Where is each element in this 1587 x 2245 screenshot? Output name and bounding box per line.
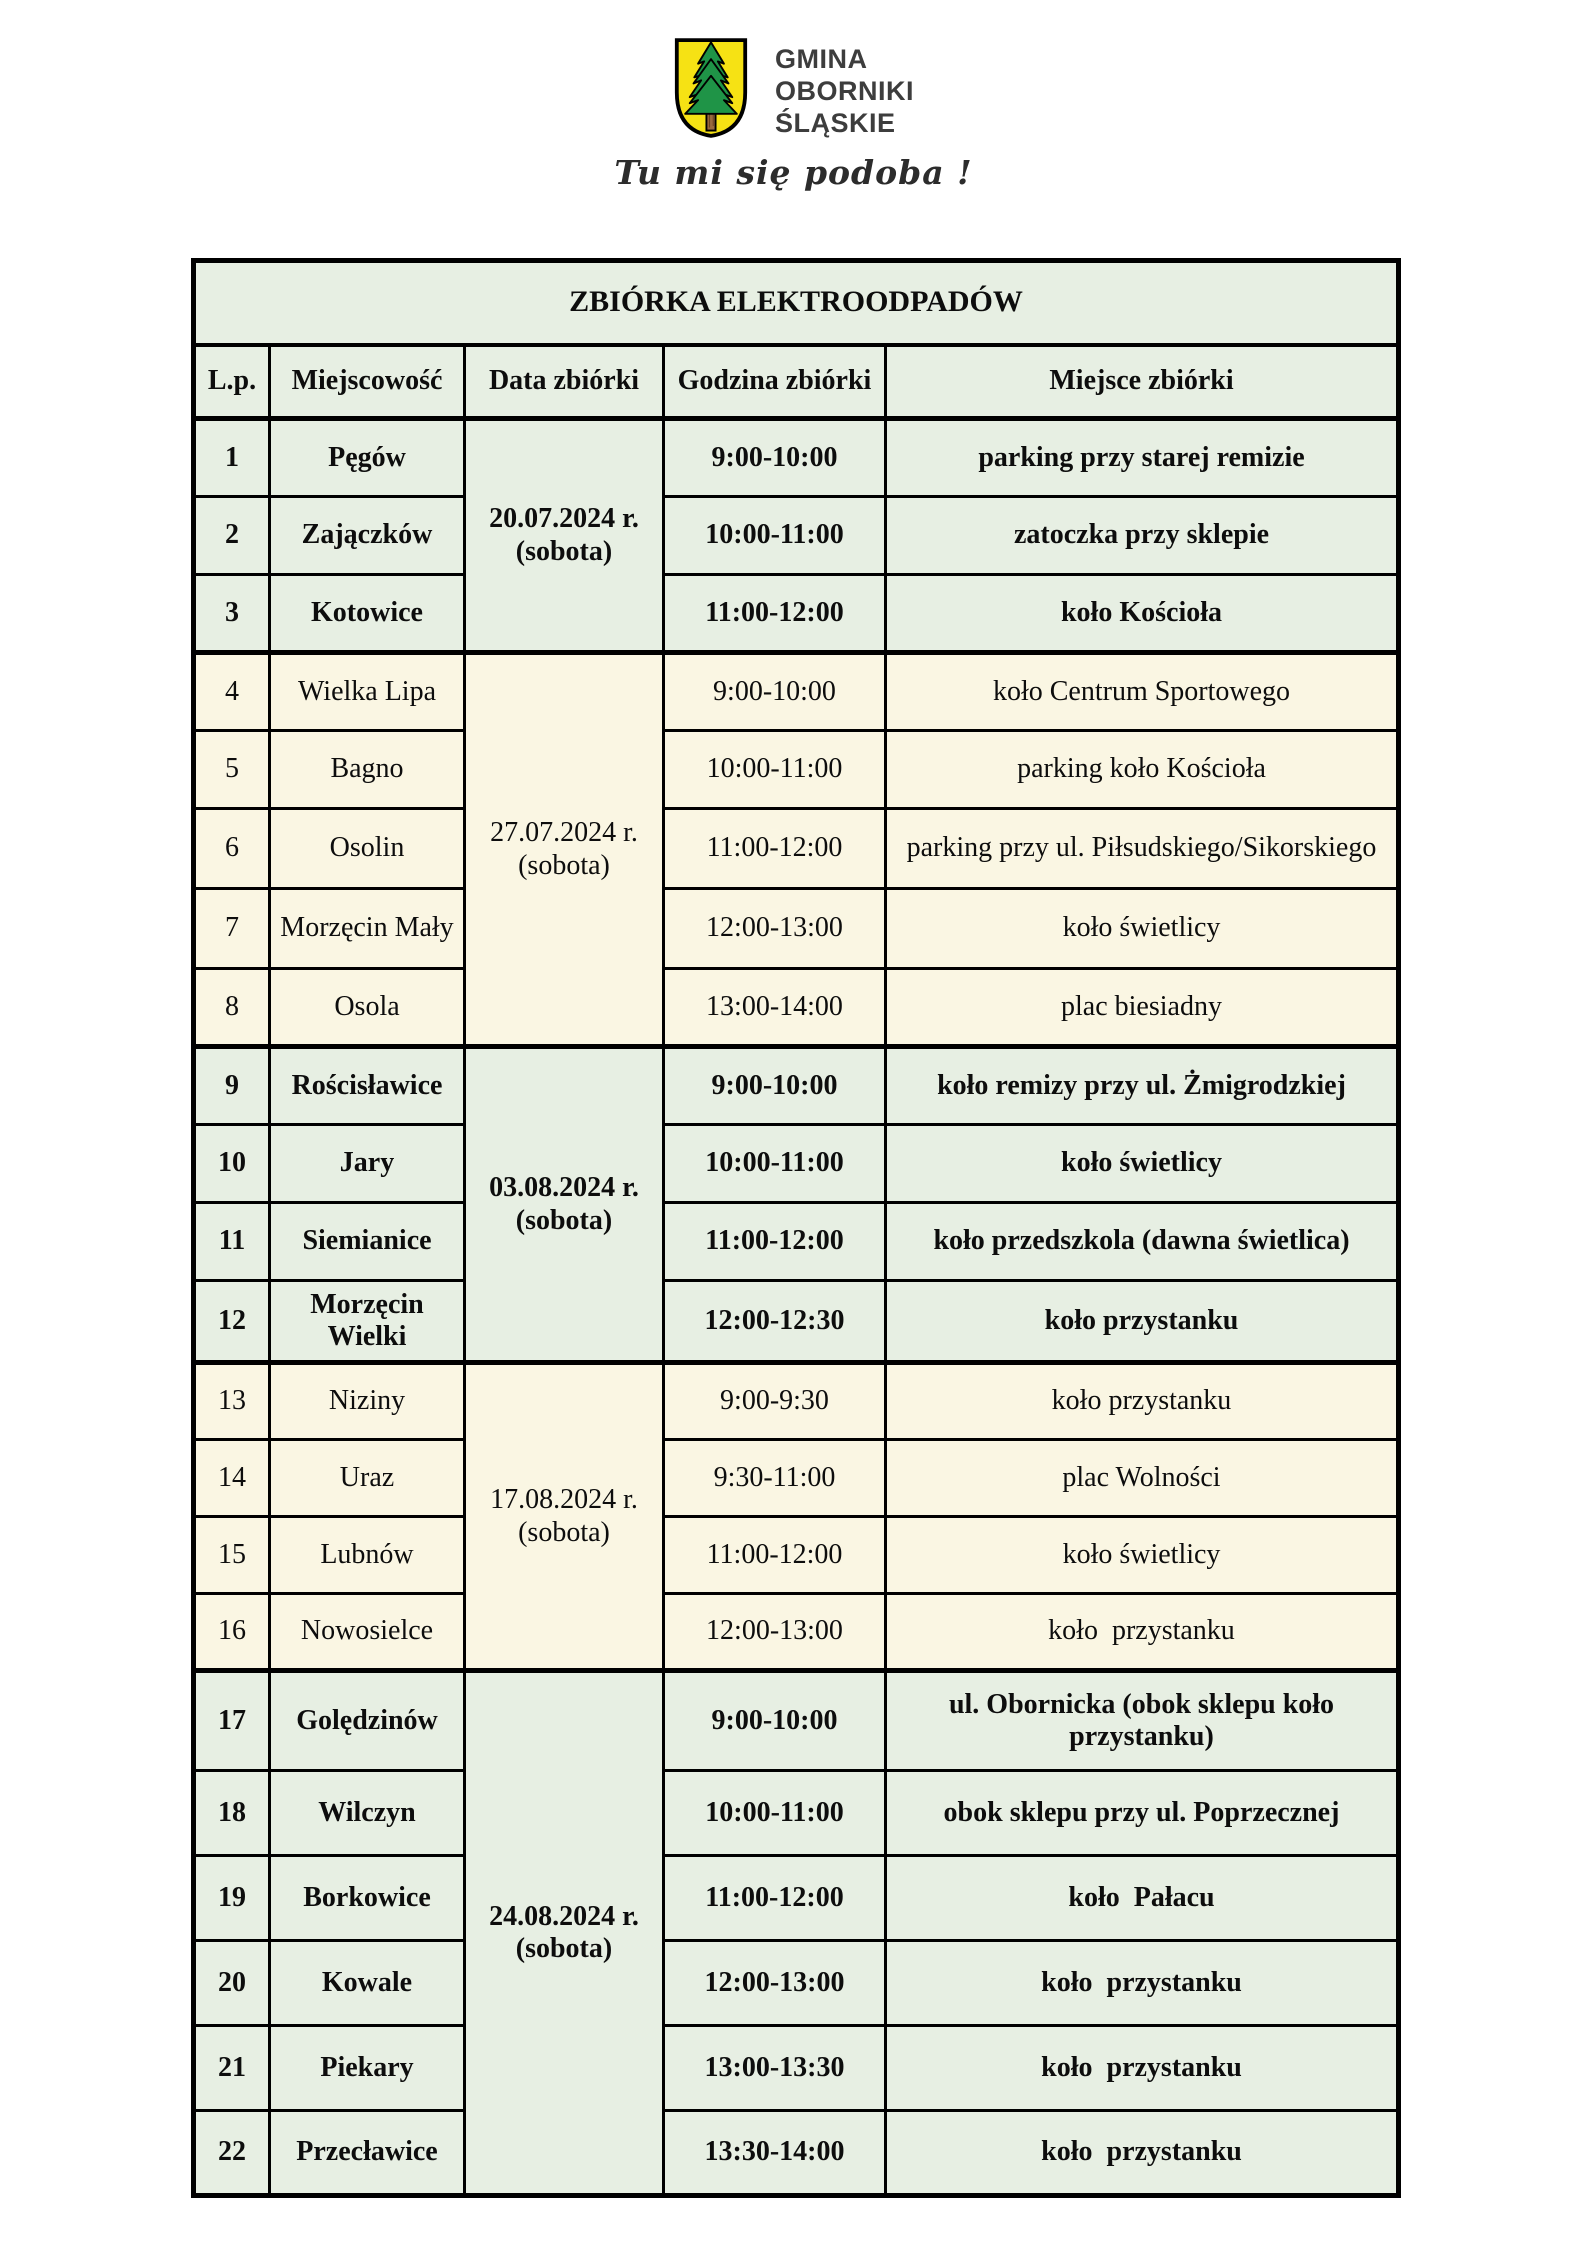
table-row (194, 1047, 1399, 1125)
place-cell: Morzęcin Mały (270, 889, 465, 969)
lp-cell: 22 (194, 2111, 270, 2196)
location-cell: koło przystanku (886, 2111, 1399, 2196)
table-row (194, 1125, 1399, 1203)
table-row (194, 1517, 1399, 1594)
lp-cell: 11 (194, 1203, 270, 1281)
place-cell: Lubnów (270, 1517, 465, 1594)
date-note: (sobota) (515, 535, 613, 567)
time-cell: 13:00-14:00 (664, 969, 886, 1047)
table-row (194, 809, 1399, 889)
date-text: 24.08.2024 r. (489, 1900, 639, 1932)
lp-cell: 3 (194, 575, 270, 653)
table-row (194, 969, 1399, 1047)
date-text: 27.07.2024 r. (490, 817, 638, 849)
date-cell (465, 653, 664, 1047)
time-cell: 11:00-12:00 (664, 1856, 886, 1941)
location-cell: koło przystanku (886, 1594, 1399, 1671)
table-row (194, 1363, 1399, 1440)
time-cell: 9:00-10:00 (664, 419, 886, 497)
org-name-line1: GMINA (775, 44, 868, 74)
lp-cell: 6 (194, 809, 270, 889)
lp-cell: 21 (194, 2026, 270, 2111)
col-header-date: Data zbiórki (465, 345, 664, 419)
coat-of-arms-pine-tree-icon (673, 36, 749, 140)
place-cell: Golędzinów (270, 1671, 465, 1771)
date-cell (465, 419, 664, 653)
col-header-location: Miejsce zbiórki (886, 345, 1399, 419)
place-cell: Nowosielce (270, 1594, 465, 1671)
time-cell: 9:30-11:00 (664, 1440, 886, 1517)
lp-cell: 15 (194, 1517, 270, 1594)
time-cell: 10:00-11:00 (664, 731, 886, 809)
org-name-line2: OBORNIKI (775, 76, 914, 106)
date-cell (465, 1671, 664, 2196)
place-cell: Borkowice (270, 1856, 465, 1941)
time-cell: 12:00-13:00 (664, 1594, 886, 1671)
date-note: (sobota) (515, 1933, 613, 1964)
schedule-table (191, 258, 1401, 2198)
table-row (194, 1671, 1399, 1771)
col-header-place: Miejscowość (270, 345, 465, 419)
table-row (194, 1856, 1399, 1941)
table-row (194, 1281, 1399, 1363)
lp-cell: 16 (194, 1594, 270, 1671)
place-cell: Siemianice (270, 1203, 465, 1281)
lp-cell: 9 (194, 1047, 270, 1125)
location-cell: parking przy starej remizie (886, 419, 1399, 497)
org-name-line3: ŚLĄSKIE (775, 108, 896, 138)
date-note: (sobota) (518, 1516, 610, 1548)
location-cell: koło przystanku (886, 1941, 1399, 2026)
document-header (0, 36, 1587, 192)
lp-cell: 1 (194, 419, 270, 497)
date-text: 03.08.2024 r. (489, 1172, 639, 1204)
place-cell: Morzęcin Wielki (270, 1281, 465, 1363)
location-cell: koło świetlicy (886, 1125, 1399, 1203)
col-header-time: Godzina zbiórki (664, 345, 886, 419)
date-text: 20.07.2024 r. (489, 503, 639, 535)
place-cell: Osolin (270, 809, 465, 889)
place-cell: Wilczyn (270, 1771, 465, 1856)
lp-cell: 14 (194, 1440, 270, 1517)
location-cell: koło przystanku (886, 1281, 1399, 1363)
place-cell: Piekary (270, 2026, 465, 2111)
table-title-row (194, 261, 1399, 345)
time-cell: 12:00-13:00 (664, 889, 886, 969)
location-cell: koło Pałacu (886, 1856, 1399, 1941)
table-row (194, 889, 1399, 969)
table-row (194, 497, 1399, 575)
place-cell: Kotowice (270, 575, 465, 653)
place-cell: Rościsławice (270, 1047, 465, 1125)
location-cell: koło Centrum Sportowego (886, 653, 1399, 731)
place-cell: Pęgów (270, 419, 465, 497)
time-cell: 13:00-13:30 (664, 2026, 886, 2111)
table-header-row (194, 345, 1399, 419)
logo (673, 36, 914, 140)
location-cell: obok sklepu przy ul. Poprzecznej (886, 1771, 1399, 1856)
org-name (775, 36, 914, 139)
location-cell: plac biesiadny (886, 969, 1399, 1047)
time-cell: 10:00-11:00 (664, 1771, 886, 1856)
lp-cell: 8 (194, 969, 270, 1047)
date-cell (465, 1363, 664, 1671)
location-cell: koło przystanku (886, 1363, 1399, 1440)
table-row (194, 1771, 1399, 1856)
place-cell: Uraz (270, 1440, 465, 1517)
time-cell: 10:00-11:00 (664, 497, 886, 575)
place-cell: Przecławice (270, 2111, 465, 2196)
table-row (194, 1440, 1399, 1517)
location-cell: koło świetlicy (886, 1517, 1399, 1594)
lp-cell: 18 (194, 1771, 270, 1856)
lp-cell: 10 (194, 1125, 270, 1203)
lp-cell: 2 (194, 497, 270, 575)
time-cell: 12:00-13:00 (664, 1941, 886, 2026)
date-cell (465, 1047, 664, 1363)
place-cell: Jary (270, 1125, 465, 1203)
col-header-lp: L.p. (194, 345, 270, 419)
time-cell: 9:00-9:30 (664, 1363, 886, 1440)
location-cell: parking koło Kościoła (886, 731, 1399, 809)
place-cell: Osola (270, 969, 465, 1047)
table-row (194, 1203, 1399, 1281)
location-cell: koło przystanku (886, 2026, 1399, 2111)
time-cell: 11:00-12:00 (664, 1203, 886, 1281)
location-cell: koło świetlicy (886, 889, 1399, 969)
time-cell: 13:30-14:00 (664, 2111, 886, 2196)
lp-cell: 5 (194, 731, 270, 809)
time-cell: 9:00-10:00 (664, 1047, 886, 1125)
time-cell: 11:00-12:00 (664, 809, 886, 889)
lp-cell: 17 (194, 1671, 270, 1771)
time-cell: 9:00-10:00 (664, 1671, 886, 1771)
lp-cell: 13 (194, 1363, 270, 1440)
date-note: (sobota) (518, 849, 610, 881)
place-cell: Bagno (270, 731, 465, 809)
table-row (194, 731, 1399, 809)
time-cell: 11:00-12:00 (664, 575, 886, 653)
lp-cell: 19 (194, 1856, 270, 1941)
location-cell: parking przy ul. Piłsudskiego/Sikorskiego (886, 809, 1399, 889)
place-cell: Niziny (270, 1363, 465, 1440)
table-title: ZBIÓRKA ELEKTROODPADÓW (194, 261, 1399, 345)
location-cell: koło przedszkola (dawna świetlica) (886, 1203, 1399, 1281)
date-text: 17.08.2024 r. (490, 1484, 638, 1516)
date-note: (sobota) (515, 1204, 613, 1236)
lp-cell: 20 (194, 1941, 270, 2026)
place-cell: Zajączków (270, 497, 465, 575)
table-row (194, 653, 1399, 731)
lp-cell: 7 (194, 889, 270, 969)
time-cell: 10:00-11:00 (664, 1125, 886, 1203)
lp-cell: 12 (194, 1281, 270, 1363)
table-row (194, 1941, 1399, 2026)
location-cell: zatoczka przy sklepie (886, 497, 1399, 575)
location-cell: koło remizy przy ul. Żmigrodzkiej (886, 1047, 1399, 1125)
place-cell: Kowale (270, 1941, 465, 2026)
table-row (194, 575, 1399, 653)
table-row (194, 419, 1399, 497)
location-cell: koło Kościoła (886, 575, 1399, 653)
table-row (194, 2026, 1399, 2111)
time-cell: 9:00-10:00 (664, 653, 886, 731)
tagline: Tu mi się podoba ! (614, 153, 973, 192)
place-cell: Wielka Lipa (270, 653, 465, 731)
time-cell: 11:00-12:00 (664, 1517, 886, 1594)
location-cell: ul. Obornicka (obok sklepu koło przystanku) (886, 1671, 1399, 1771)
table-row (194, 2111, 1399, 2196)
location-cell: plac Wolności (886, 1440, 1399, 1517)
time-cell: 12:00-12:30 (664, 1281, 886, 1363)
lp-cell: 4 (194, 653, 270, 731)
table-row (194, 1594, 1399, 1671)
